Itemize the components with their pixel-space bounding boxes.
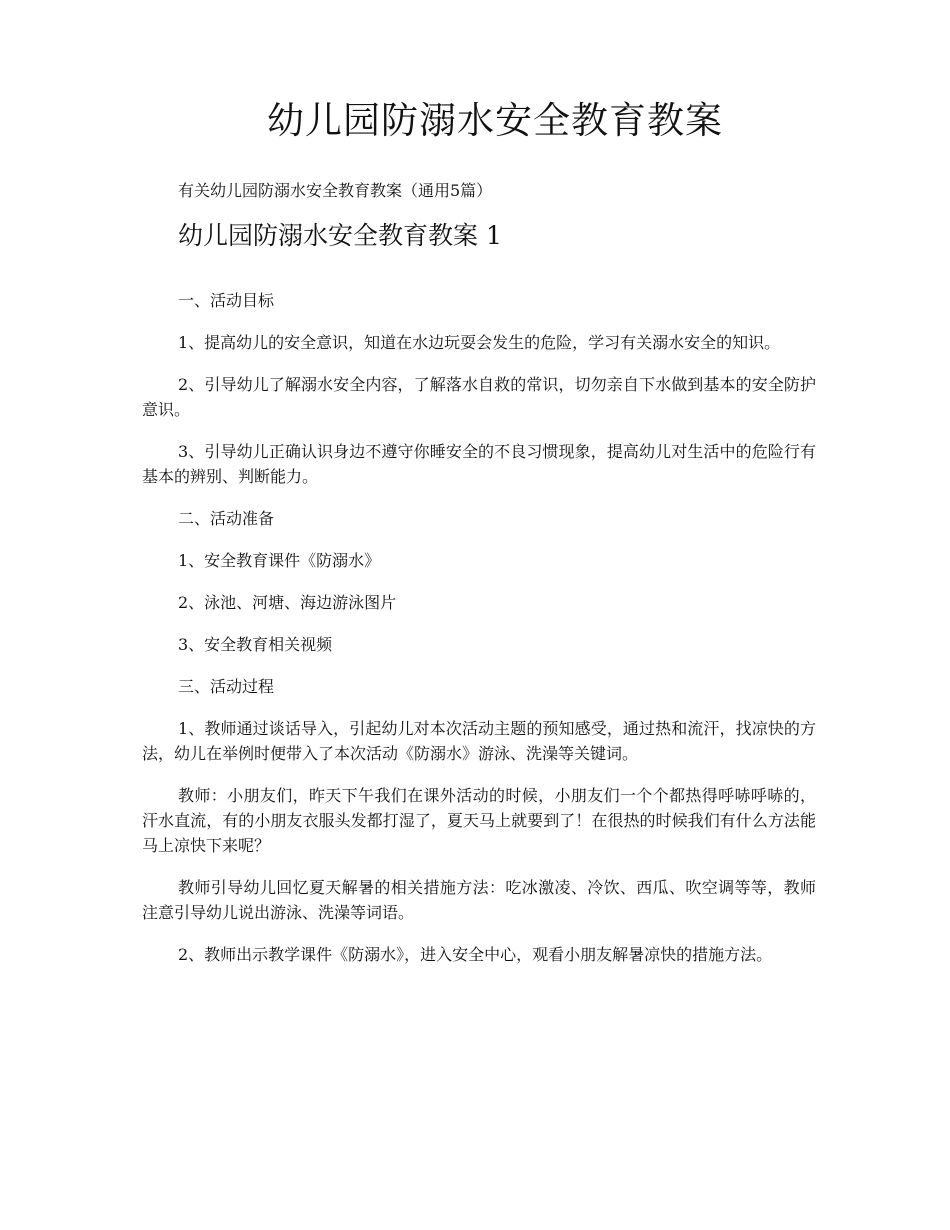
document-title: 幼儿园防溺水安全教育教案 bbox=[267, 99, 723, 142]
process-step-1: 1、教师通过谈话导入，引起幼儿对本次活动主题的预知感受，通过热和流汗，找凉快的方法，幼儿在举例时便带入了本次活动《防溺水》游泳、洗澡等关键词。 bbox=[142, 719, 816, 763]
heading-activity-goals: 一、活动目标 bbox=[178, 291, 275, 310]
document-body bbox=[142, 178, 816, 967]
process-step-2: 2、教师出示教学课件《防溺水》，进入安全中心，观看小朋友解暑凉快的措施方法。 bbox=[178, 945, 773, 964]
heading-activity-process: 三、活动过程 bbox=[178, 677, 275, 696]
preparation-item-1: 1、安全教育课件《防溺水》 bbox=[178, 551, 381, 570]
document-subtitle: 有关幼儿园防溺水安全教育教案（通用5篇） bbox=[178, 181, 493, 200]
goal-item-1: 1、提高幼儿的安全意识，知道在水边玩耍会发生的危险，学习有关溺水安全的知识。 bbox=[178, 333, 781, 352]
heading-activity-preparation: 二、活动准备 bbox=[178, 509, 275, 528]
teacher-dialogue: 教师：小朋友们，昨天下午我们在课外活动的时候，小朋友们一个个都热得呼哧呼哧的，汗水直流，有的小朋友衣服头发都打湿了，夏天马上就要到了！在很热的时候我们有什么方法能马上凉快下来呢？ bbox=[142, 786, 816, 855]
section-heading: 幼儿园防溺水安全教育教案 1 bbox=[178, 221, 502, 250]
preparation-item-3: 3、安全教育相关视频 bbox=[178, 635, 333, 654]
teacher-guidance: 教师引导幼儿回忆夏天解暑的相关措施方法：吃冰激凌、冷饮、西瓜、吹空调等等，教师注意引导幼儿说出游泳、洗澡等词语。 bbox=[142, 878, 816, 922]
preparation-item-2: 2、泳池、河塘、海边游泳图片 bbox=[178, 593, 397, 612]
goal-item-3: 3、引导幼儿正确认识身边不遵守你睡安全的不良习惯现象，提高幼儿对生活中的危险行有基本的辨别、判断能力。 bbox=[142, 442, 816, 486]
goal-item-2: 2、引导幼儿了解溺水安全内容，了解落水自救的常识，切勿亲自下水做到基本的安全防护意识。 bbox=[142, 375, 816, 419]
